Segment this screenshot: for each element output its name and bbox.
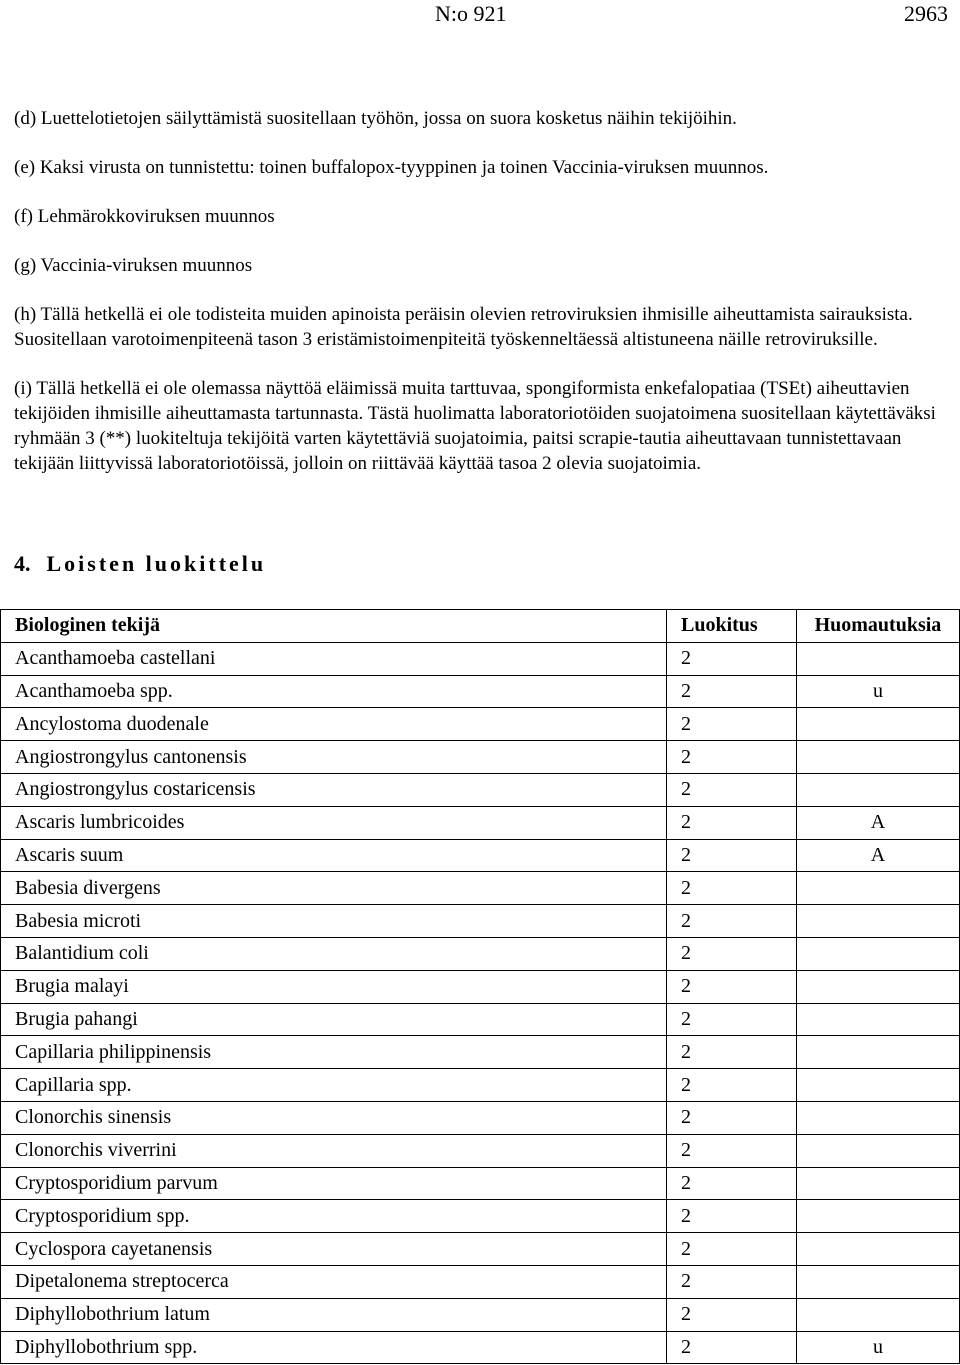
section-heading <box>14 551 266 577</box>
cell-notes <box>796 1101 959 1134</box>
table-row <box>1 905 960 938</box>
cell-name: Brugia pahangi <box>1 1003 667 1036</box>
table-row <box>1 1003 960 1036</box>
cell-name: Angiostrongylus costaricensis <box>1 773 667 806</box>
table-row <box>1 1134 960 1167</box>
cell-notes <box>796 1003 959 1036</box>
cell-name: Ascaris suum <box>1 839 667 872</box>
cell-class: 2 <box>667 905 797 938</box>
cell-notes <box>796 1134 959 1167</box>
cell-name: Capillaria spp. <box>1 1069 667 1102</box>
section-number: 4. <box>14 551 31 576</box>
table-row <box>1 675 960 708</box>
table-row <box>1 741 960 774</box>
cell-name: Dipetalonema streptocerca <box>1 1265 667 1298</box>
table-row <box>1 839 960 872</box>
cell-name: Cryptosporidium spp. <box>1 1200 667 1233</box>
note-g: (g) Vaccinia-viruksen muunnos <box>14 255 253 276</box>
cell-class: 2 <box>667 806 797 839</box>
cell-notes <box>796 642 959 675</box>
cell-name: Capillaria philippinensis <box>1 1036 667 1069</box>
cell-name: Diphyllobothrium latum <box>1 1298 667 1331</box>
cell-name: Angiostrongylus cantonensis <box>1 741 667 774</box>
cell-notes <box>796 1167 959 1200</box>
cell-notes <box>796 1298 959 1331</box>
table-row <box>1 1200 960 1233</box>
table-body <box>1 642 960 1364</box>
cell-notes <box>796 1069 959 1102</box>
cell-class: 2 <box>667 675 797 708</box>
page-header <box>0 0 960 30</box>
table-row <box>1 1036 960 1069</box>
cell-name: Babesia microti <box>1 905 667 938</box>
table-row <box>1 642 960 675</box>
header-notes: Huomautuksia <box>796 610 959 643</box>
table-row <box>1 806 960 839</box>
cell-name: Clonorchis sinensis <box>1 1101 667 1134</box>
cell-name: Ascaris lumbricoides <box>1 806 667 839</box>
cell-notes <box>796 905 959 938</box>
cell-class: 2 <box>667 773 797 806</box>
note-e: (e) Kaksi virusta on tunnistettu: toinen buffalopox-tyyppinen ja toinen Vaccinia-viruksen muunnos. <box>14 157 769 178</box>
cell-name: Diphyllobothrium spp. <box>1 1331 667 1364</box>
table-row <box>1 970 960 1003</box>
table-row <box>1 872 960 905</box>
cell-name: Babesia divergens <box>1 872 667 905</box>
table-header-row <box>1 610 960 643</box>
cell-class: 2 <box>667 1003 797 1036</box>
footnotes <box>14 106 946 476</box>
cell-name: Acanthamoeba spp. <box>1 675 667 708</box>
note-i: (i) Tällä hetkellä ei ole olemassa näyttöä eläimissä muita tarttuvaa, spongiformista enkefalopatiaa (TSEt) aiheuttavien tekijöiden ihmisille aiheuttamasta tartunnasta. Tästä huolimatta laboratoriotöiden suojatoimena suositellaan käytettäväksi ryhmään 3 (**) luokiteltuja tekijöitä varten käytettäviä suojatoimia, paitsi scrapie-tautia aiheuttavaan tunnistettavaan tekijään liittyvissä laboratoriotöissä, jolloin on riittävää käyttää tasoa 2 olevia suojatoimia. <box>14 378 936 474</box>
cell-name: Cryptosporidium parvum <box>1 1167 667 1200</box>
cell-notes <box>796 872 959 905</box>
table-row <box>1 1069 960 1102</box>
cell-class: 2 <box>667 1200 797 1233</box>
cell-class: 2 <box>667 1331 797 1364</box>
table-row <box>1 937 960 970</box>
cell-notes: u <box>796 1331 959 1364</box>
cell-notes: A <box>796 806 959 839</box>
header-class: Luokitus <box>667 610 797 643</box>
cell-class: 2 <box>667 1167 797 1200</box>
cell-class: 2 <box>667 839 797 872</box>
cell-class: 2 <box>667 872 797 905</box>
cell-notes <box>796 1265 959 1298</box>
cell-name: Cyclospora cayetanensis <box>1 1233 667 1266</box>
cell-notes <box>796 708 959 741</box>
cell-notes <box>796 1200 959 1233</box>
table-row <box>1 1101 960 1134</box>
cell-notes: A <box>796 839 959 872</box>
table-row <box>1 1167 960 1200</box>
cell-class: 2 <box>667 1134 797 1167</box>
cell-class: 2 <box>667 1298 797 1331</box>
cell-notes: u <box>796 675 959 708</box>
cell-notes <box>796 1233 959 1266</box>
cell-class: 2 <box>667 642 797 675</box>
cell-name: Acanthamoeba castellani <box>1 642 667 675</box>
table-row <box>1 773 960 806</box>
cell-notes <box>796 773 959 806</box>
table-row <box>1 1298 960 1331</box>
note-f: (f) Lehmärokkoviruksen muunnos <box>14 206 275 227</box>
cell-notes <box>796 937 959 970</box>
cell-name: Ancylostoma duodenale <box>1 708 667 741</box>
cell-class: 2 <box>667 1069 797 1102</box>
note-h: (h) Tällä hetkellä ei ole todisteita muiden apinoista peräisin olevien retroviruksien ihmisille aiheuttamista sairauksista. Suositellaan varotoimenpiteenä tason 3 eristämistoimenpiteitä työskenneltäessä altistuneena näille retroviruksille. <box>14 304 913 350</box>
table-row <box>1 708 960 741</box>
section-title: Loisten luokittelu <box>46 551 267 576</box>
table-row <box>1 1233 960 1266</box>
document-number: N:o 921 <box>435 1 507 26</box>
cell-class: 2 <box>667 1101 797 1134</box>
cell-class: 2 <box>667 970 797 1003</box>
cell-name: Brugia malayi <box>1 970 667 1003</box>
table-row <box>1 1331 960 1364</box>
cell-notes <box>796 970 959 1003</box>
table-row <box>1 1265 960 1298</box>
header-name: Biologinen tekijä <box>1 610 667 643</box>
note-d: (d) Luettelotietojen säilyttämistä suositellaan työhön, jossa on suora kosketus näihin tekijöihin. <box>14 108 737 129</box>
cell-name: Balantidium coli <box>1 937 667 970</box>
cell-notes <box>796 741 959 774</box>
agents-table <box>0 609 960 1364</box>
cell-class: 2 <box>667 741 797 774</box>
cell-class: 2 <box>667 1265 797 1298</box>
page-number: 2963 <box>904 1 948 26</box>
cell-notes <box>796 1036 959 1069</box>
cell-class: 2 <box>667 937 797 970</box>
cell-class: 2 <box>667 1036 797 1069</box>
cell-name: Clonorchis viverrini <box>1 1134 667 1167</box>
cell-class: 2 <box>667 1233 797 1266</box>
cell-class: 2 <box>667 708 797 741</box>
